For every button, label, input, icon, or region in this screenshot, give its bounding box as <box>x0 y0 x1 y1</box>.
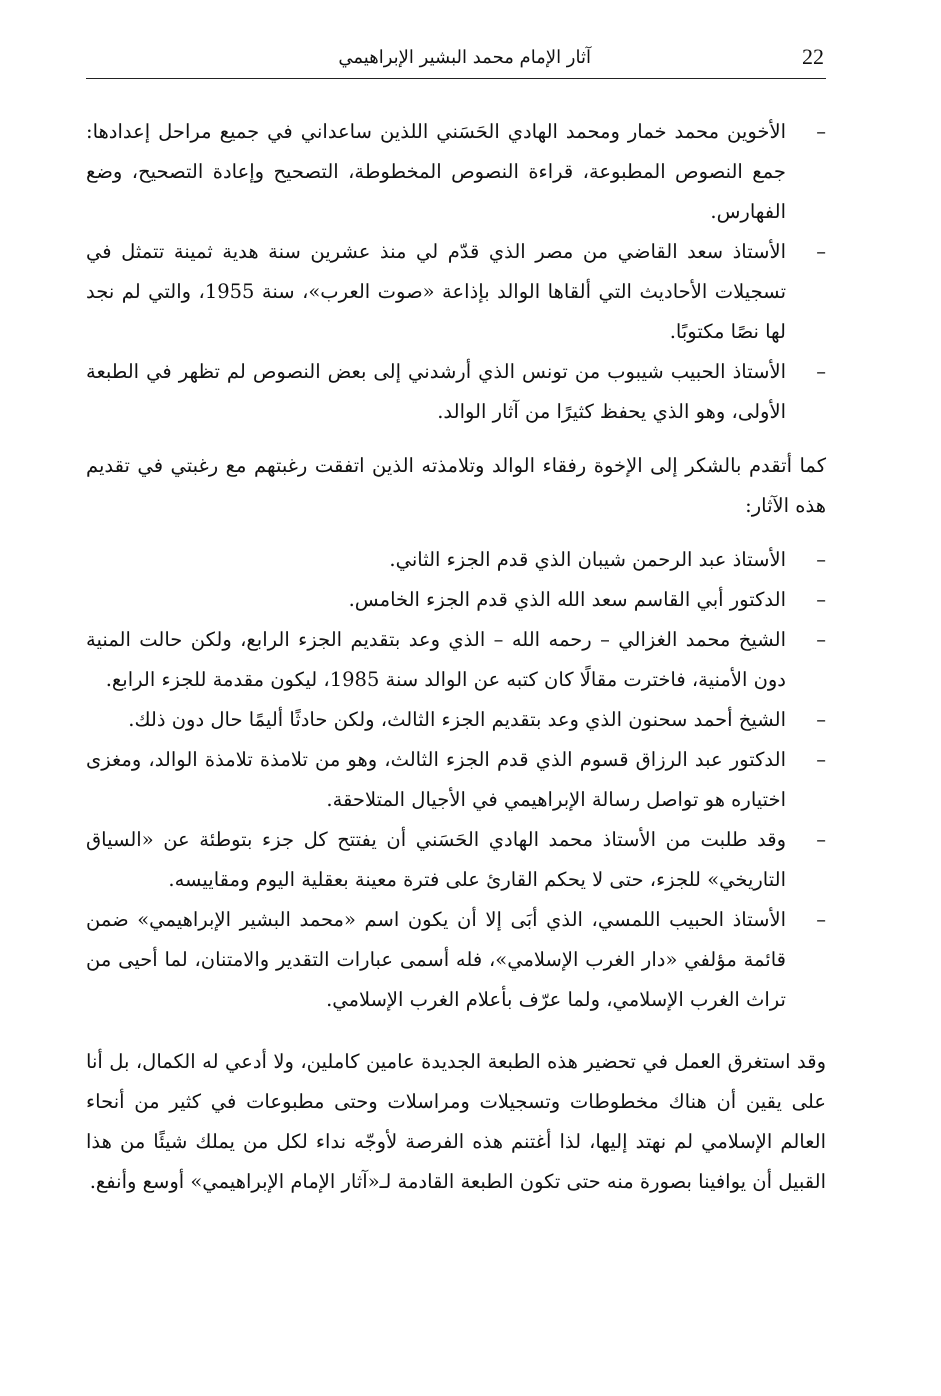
list-dash: – <box>816 548 826 571</box>
list-dash: – <box>816 708 826 731</box>
list-dash: – <box>816 748 826 771</box>
list-item <box>86 820 826 900</box>
list-item-text: الشيخ محمد الغزالي – رحمه الله – الذي وعد بتقديم الجزء الرابع، ولكن حالت المنية دون الأمنية، فاخترت مقالًا كان كتبه عن الوالد سنة 1985، ليكون مقدمة للجزء الرابع. <box>86 628 786 691</box>
page-header <box>86 44 826 79</box>
acknowledgement-list-a <box>86 112 826 432</box>
list-item <box>86 740 826 820</box>
list-item-text: الشيخ أحمد سحنون الذي وعد بتقديم الجزء الثالث، ولكن حادثًا أليمًا حال دون ذلك. <box>128 708 786 731</box>
list-item <box>86 112 826 232</box>
list-item-text: الدكتور أبي القاسم سعد الله الذي قدم الجزء الخامس. <box>348 588 786 611</box>
list-item <box>86 352 826 432</box>
list-item-text: الأستاذ الحبيب شيبوب من تونس الذي أرشدني إلى بعض النصوص لم تظهر في الطبعة الأولى، وهو الذي يحفظ كثيرًا من آثار الوالد. <box>86 360 786 423</box>
list-dash: – <box>816 120 826 143</box>
list-dash: – <box>816 588 826 611</box>
page-body <box>86 112 826 1216</box>
list-item <box>86 232 826 352</box>
list-item-text: الأخوين محمد خمار ومحمد الهادي الحَسَني اللذين ساعداني في جميع مراحل إعدادها: جمع النصوص المطبوعة، قراءة النصوص المخطوطة، التصحيح وإعادة التصحيح، وضع الفهارس. <box>86 120 786 223</box>
list-item <box>86 540 826 580</box>
list-dash: – <box>816 828 826 851</box>
closing-paragraph: وقد استغرق العمل في تحضير هذه الطبعة الجديدة عامين كاملين، ولا أدعي له الكمال، بل أنا على يقين أن هناك مخطوطات وتسجيلات ومراسلات وحتى مطبوعات في كثير من أنحاء العالم الإسلامي لم نهتد إليها، لذا أغتنم هذه الفرصة لأوجّه نداء لكل من يملك شيئًا من هذا القبيل أن يوافينا بصورة منه حتى تكون الطبعة القادمة لـ«آثار الإمام الإبراهيمي» أوسع وأنفع. <box>86 1050 826 1193</box>
list-item-text: وقد طلبت من الأستاذ محمد الهادي الحَسَني أن يفتتح كل جزء بتوطئة عن «السياق التاريخي» للجزء، حتى لا يحكم القارئ على فترة معينة بعقلية اليوم ومقاييسه. <box>86 828 786 891</box>
list-dash: – <box>816 360 826 383</box>
intro-paragraph: كما أتقدم بالشكر إلى الإخوة رفقاء الوالد وتلامذته الذين اتفقت رغبتهم مع رغبتي في تقديم هذه الآثار: <box>86 454 826 517</box>
list-dash: – <box>816 240 826 263</box>
list-item-text: الأستاذ سعد القاضي من مصر الذي قدّم لي منذ عشرين سنة هدية ثمينة تتمثل في تسجيلات الأحاديث التي ألقاها الوالد بإذاعة «صوت العرب»، سنة 1955، والتي لم نجد لها نصًا مكتوبًا. <box>86 240 786 343</box>
list-dash: – <box>816 908 826 931</box>
list-dash: – <box>816 628 826 651</box>
list-item-text: الأستاذ الحبيب اللمسي، الذي أبَى إلا أن يكون اسم «محمد البشير الإبراهيمي» ضمن قائمة مؤلفي «دار الغرب الإسلامي»، فله أسمى عبارات التقدير والامتنان، لما أحيى من تراث الغرب الإسلامي، ولما عرّف بأعلام الغرب الإسلامي. <box>86 908 786 1011</box>
running-title: آثار الإمام محمد البشير الإبراهيمي <box>338 47 591 68</box>
list-item-text: الأستاذ عبد الرحمن شيبان الذي قدم الجزء الثاني. <box>389 548 786 571</box>
list-item-text: الدكتور عبد الرزاق قسوم الذي قدم الجزء الثالث، وهو من تلامذة تلامذة الوالد، ومغزى اختياره هو تواصل رسالة الإبراهيمي في الأجيال المتلاحقة. <box>86 748 786 811</box>
list-item <box>86 580 826 620</box>
list-item <box>86 900 826 1020</box>
list-item <box>86 620 826 700</box>
acknowledgement-list-b <box>86 540 826 1020</box>
page-number: 22 <box>802 44 824 69</box>
list-item <box>86 700 826 740</box>
